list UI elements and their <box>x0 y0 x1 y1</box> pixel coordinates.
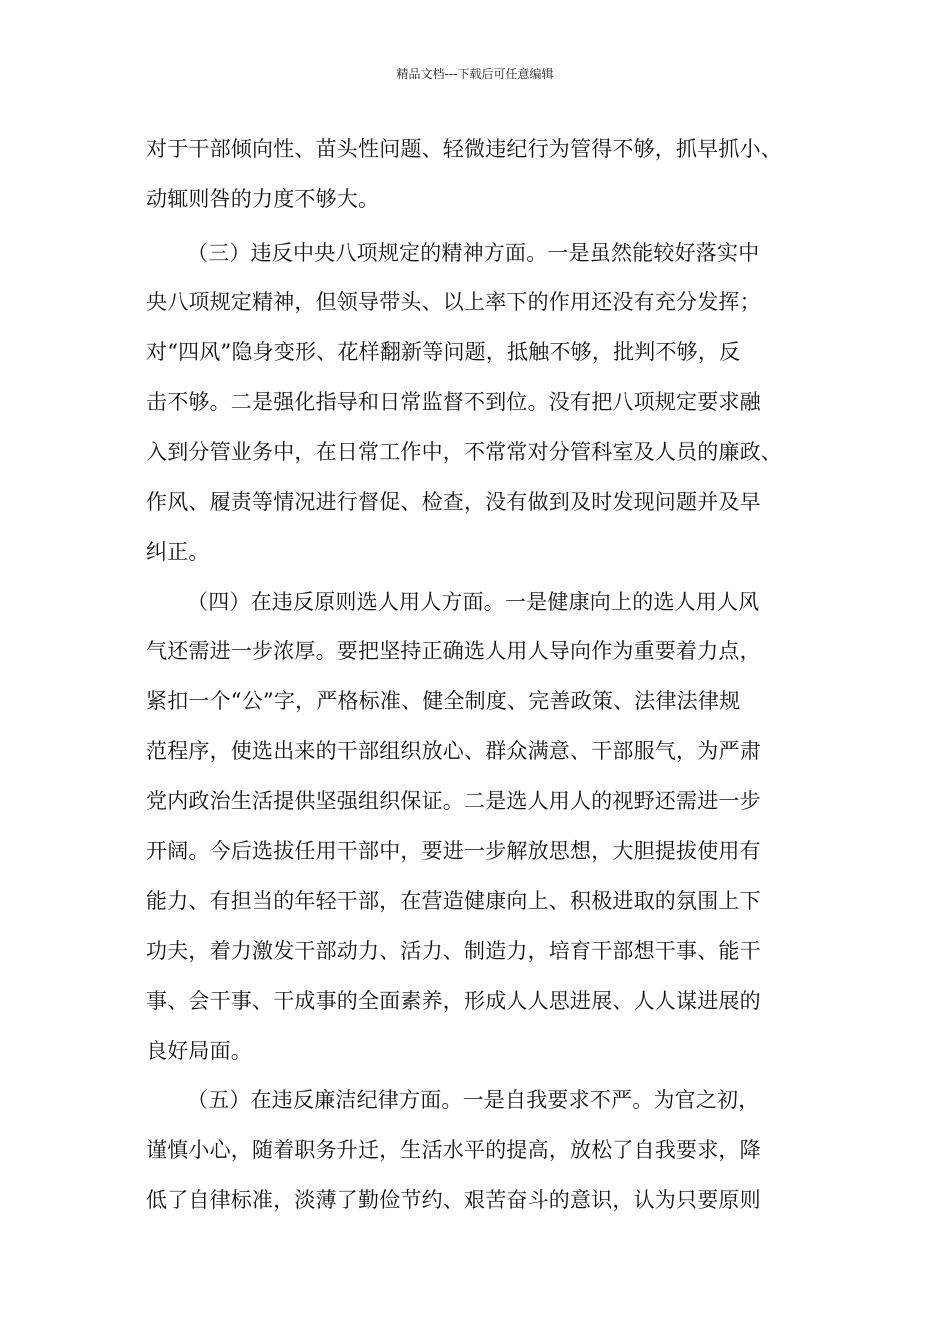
paragraph-line: 作风、履责等情况进行督促、检查，没有做到及时发现问题并及早 <box>146 490 761 514</box>
paragraph-line: 谨慎小心，随着职务升迁，生活水平的提高，放松了自我要求，降 <box>146 1138 761 1162</box>
paragraph-line: 低了自律标准，淡薄了勤俭节约、艰苦奋斗的意识，认为只要原则 <box>146 1188 761 1212</box>
paragraph-line: 开阔。今后选拔任用干部中，要进一步解放思想，大胆提拔使用有 <box>146 839 761 863</box>
paragraph-line: 气还需进一步浓厚。要把坚持正确选人用人导向作为重要着力点， <box>146 639 761 663</box>
paragraph-line: 入到分管业务中，在日常工作中，不常常对分管科室及人员的廉政、 <box>146 440 782 464</box>
paragraph-line: 能力、有担当的年轻干部，在营造健康向上、积极进取的氛围上下 <box>146 889 761 913</box>
section-3-heading-line: （三）违反中央八项规定的精神方面。一是虽然能较好落实中 <box>187 241 760 265</box>
paragraph-line: 事、会干事、干成事的全面素养，形成人人思进展、人人谋进展的 <box>146 989 761 1013</box>
paragraph-line: 对“四风”隐身变形、花样翻新等问题，抵触不够，批判不够，反 <box>146 340 741 364</box>
section-4-heading-line: （四）在违反原则选人用人方面。一是健康向上的选人用人风 <box>187 590 760 614</box>
paragraph-line: 紧扣一个“公”字，严格标准、健全制度、完善政策、法律法律规 <box>146 689 741 713</box>
paragraph-line: 央八项规定精神，但领导带头、以上率下的作用还没有充分发挥； <box>146 290 761 314</box>
section-5-heading-line: （五）在违反廉洁纪律方面。一是自我要求不严。为官之初， <box>187 1088 760 1112</box>
paragraph-line: 击不够。二是强化指导和日常监督不到位。没有把八项规定要求融 <box>146 390 761 414</box>
paragraph-line: 范程序，使选出来的干部组织放心、群众满意、干部服气，为严肃 <box>146 739 761 763</box>
paragraph-line: 功夫，着力激发干部动力、活力、制造力，培育干部想干事、能干 <box>146 939 761 963</box>
paragraph-line: 良好局面。 <box>146 1039 252 1063</box>
paragraph-line: 对于干部倾向性、苗头性问题、轻微违纪行为管得不够，抓早抓小、 <box>146 137 782 161</box>
paragraph-line: 动辄则咎的力度不够大。 <box>146 187 380 211</box>
paragraph-line: 党内政治生活提供坚强组织保证。二是选人用人的视野还需进一步 <box>146 789 761 813</box>
paragraph-line: 纠正。 <box>146 540 210 564</box>
page-header: 精品文档---下载后可任意编辑 <box>396 67 554 81</box>
